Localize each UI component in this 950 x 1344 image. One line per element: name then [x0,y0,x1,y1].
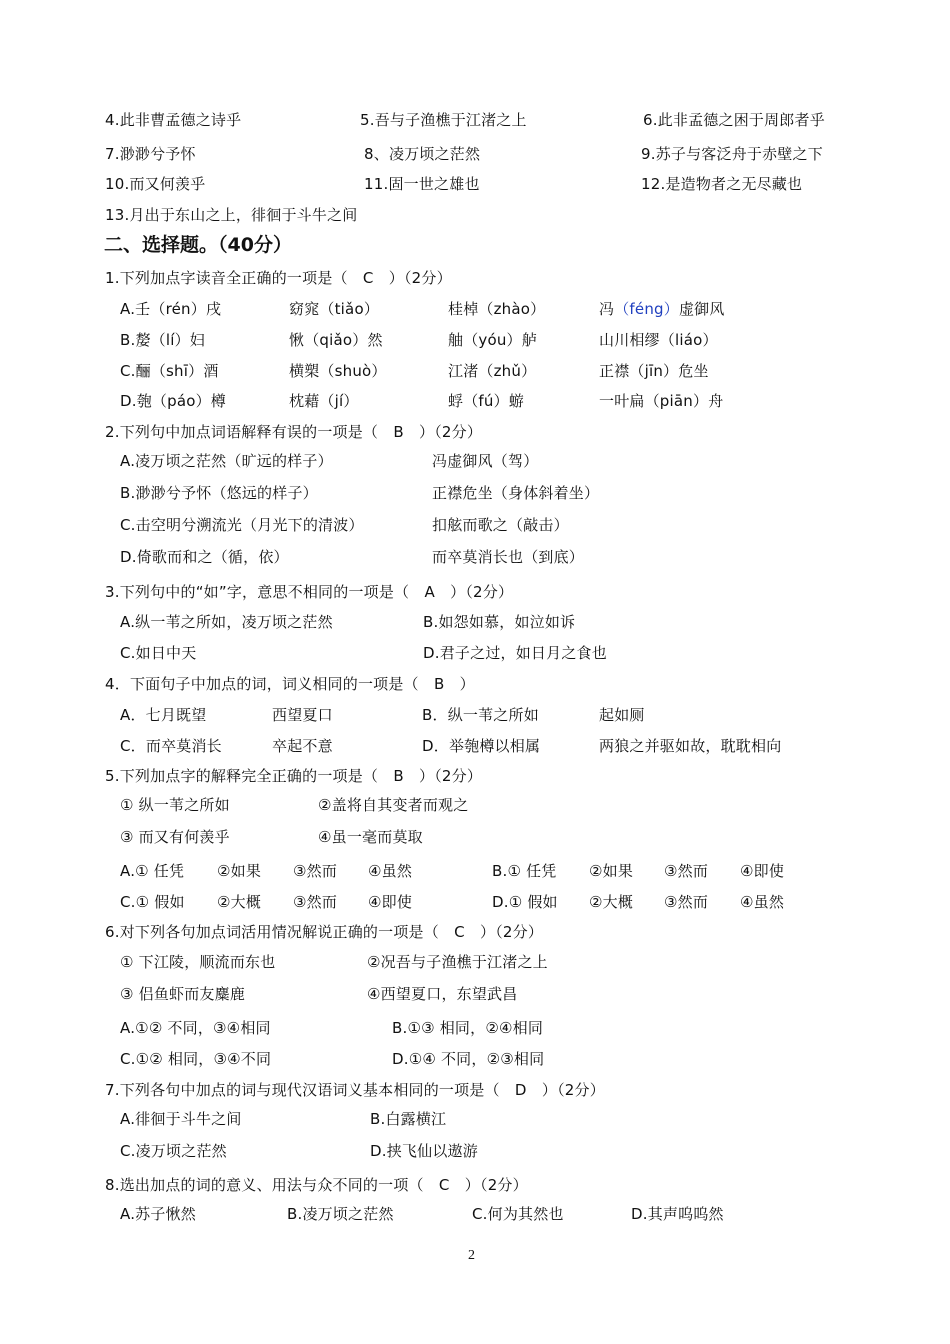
q8-opt-c: C.何为其然也 [472,1205,564,1223]
q6-item-1: ① 下江陵，顺流而东也 [120,953,276,971]
q4-d2: 两狼之并驱如故，耽耽相向 [599,737,782,755]
q1-a3: 桂棹（zhào） [448,300,546,318]
q4-a2: 西望夏口 [272,706,333,724]
q6-opt-d: D.①④ 不同，②③相同 [392,1050,545,1068]
q6-opt-b: B.①③ 相同，②④相同 [392,1019,544,1037]
q2-c2: 扣舷而歌之（敲击） [432,516,569,534]
q1-b3: 舳（yóu）舻 [448,331,537,349]
q7-opt-b: B.白露横江 [370,1110,447,1128]
q1-stem: 1.下列加点字读音全正确的一项是（ C ）（2分） [105,269,452,287]
q5-stem: 5.下列加点字的解释完全正确的一项是（ B ）（2分） [105,767,483,785]
q4-b1: B．纵一苇之所如 [422,706,539,724]
q5-opt-a4: ④虽然 [368,862,413,880]
q5-opt-c2: ②大概 [217,893,262,911]
q1-c2: 横槊（shuò） [289,362,387,380]
q5-opt-b4: ④即使 [740,862,785,880]
q4-c2: 卒起不意 [272,737,333,755]
q2-d2: 而卒莫消长也（到底） [432,548,585,566]
q1-d1: D.匏（páo）樽 [120,392,227,410]
q8-opt-a: A.苏子愀然 [120,1205,196,1223]
q5-opt-a3: ③然而 [293,862,338,880]
q2-c1: C.击空明兮溯流光（月光下的清波） [120,516,364,534]
q1-b1: B.嫠（lí）妇 [120,331,205,349]
q1-b4: 山川相缪（liáo） [599,331,718,349]
q5-opt-d2: ②大概 [589,893,634,911]
q5-item-3: ③ 而又有何羡乎 [120,828,230,846]
q1-a4-pinyin: （féng） [614,300,679,318]
q4-c1: C．而卒莫消长 [120,737,222,755]
item-11: 11.固一世之雄也 [364,175,480,193]
q5-item-4: ④虽一毫而莫取 [318,828,423,846]
item-13: 13.月出于东山之上，徘徊于斗牛之间 [105,206,358,224]
q4-d1: D．举匏樽以相属 [422,737,541,755]
q1-b2: 愀（qiǎo）然 [289,331,383,349]
item-9: 9.苏子与客泛舟于赤壁之下 [641,145,823,163]
q7-opt-d: D.挟飞仙以遨游 [370,1142,478,1160]
q7-stem: 7.下列各句中加点的词与现代汉语词义基本相同的一项是（ D ）（2分） [105,1081,605,1099]
item-12: 12.是造物者之无尽藏也 [641,175,803,193]
q3-b: B.如怨如慕，如泣如诉 [423,613,576,631]
q2-d1: D.倚歌而和之（循，依） [120,548,289,566]
q1-a4: 冯（féng）虚御风 [599,300,725,318]
q1-d4: 一叶扁（piān）舟 [599,392,724,410]
q5-opt-c3: ③然而 [293,893,338,911]
item-7: 7.渺渺兮予怀 [105,145,196,163]
q5-item-2: ②盖将自其变者而观之 [318,796,469,814]
item-10: 10.而又何羡乎 [105,175,206,193]
q6-opt-a: A.①② 不同，③④相同 [120,1019,271,1037]
q2-a2: 冯虚御风（驾） [432,452,539,470]
q5-opt-b3: ③然而 [664,862,709,880]
q5-opt-d1: D.① 假如 [492,893,558,911]
q5-opt-d4: ④虽然 [740,893,785,911]
q5-item-1: ① 纵一苇之所如 [120,796,230,814]
q5-opt-d3: ③然而 [664,893,709,911]
q2-a1: A.凌万顷之茫然（旷远的样子） [120,452,333,470]
q8-opt-b: B.凌万顷之茫然 [287,1205,394,1223]
q6-item-2: ②况吾与子渔樵于江渚之上 [367,953,548,971]
item-8: 8、凌万顷之茫然 [364,145,481,163]
q5-opt-a1: A.① 任凭 [120,862,185,880]
q3-a: A.纵一苇之所如，凌万顷之茫然 [120,613,333,631]
q1-c4: 正襟（jīn）危坐 [599,362,709,380]
q5-opt-c4: ④即使 [368,893,413,911]
q2-b2: 正襟危坐（身体斜着坐） [432,484,600,502]
q6-stem: 6.对下列各句加点词活用情况解说正确的一项是（ C ）（2分） [105,923,544,941]
q1-c1: C.酾（shī）酒 [120,362,219,380]
q6-item-4: ④西望夏口，东望武昌 [367,985,518,1003]
q6-item-3: ③ 侣鱼虾而友麋鹿 [120,985,246,1003]
q7-opt-a: A.徘徊于斗牛之间 [120,1110,242,1128]
q4-stem: 4．下面句子中加点的词，词义相同的一项是（ B ） [105,675,475,693]
q8-opt-d: D.其声呜呜然 [631,1205,724,1223]
q5-opt-b1: B.① 任凭 [492,862,557,880]
q3-c: C.如日中天 [120,644,197,662]
item-4: 4.此非曹孟德之诗乎 [105,111,242,129]
q4-b2: 起如厕 [599,706,645,724]
q1-c3: 江渚（zhǔ） [448,362,537,380]
q1-d3: 蜉（fú）蝣 [448,392,524,410]
q5-opt-b2: ②如果 [589,862,634,880]
q2-b1: B.渺渺兮予怀（悠远的样子） [120,484,318,502]
q3-d: D.君子之过，如日月之食也 [423,644,607,662]
section-title: 二、选择题。（40分） [104,234,292,256]
q7-opt-c: C.凌万顷之茫然 [120,1142,227,1160]
q4-a1: A．七月既望 [120,706,207,724]
q5-opt-c1: C.① 假如 [120,893,185,911]
q8-stem: 8.选出加点的词的意义、用法与众不同的一项（ C ）（2分） [105,1176,528,1194]
item-6: 6.此非孟德之困于周郎者乎 [643,111,825,129]
q5-opt-a2: ②如果 [217,862,262,880]
page-number: 2 [468,1248,475,1263]
q3-stem: 3.下列句中的“如”字，意思不相同的一项是（ A ）（2分） [105,583,514,601]
q2-stem: 2.下列句中加点词语解释有误的一项是（ B ）（2分） [105,423,483,441]
q1-a2: 窈窕（tiǎo） [289,300,380,318]
item-5: 5.吾与子渔樵于江渚之上 [360,111,527,129]
q1-a1: A.壬（rén）戌 [120,300,222,318]
q1-d2: 枕藉（jí） [289,392,359,410]
q6-opt-c: C.①② 相同，③④不同 [120,1050,272,1068]
